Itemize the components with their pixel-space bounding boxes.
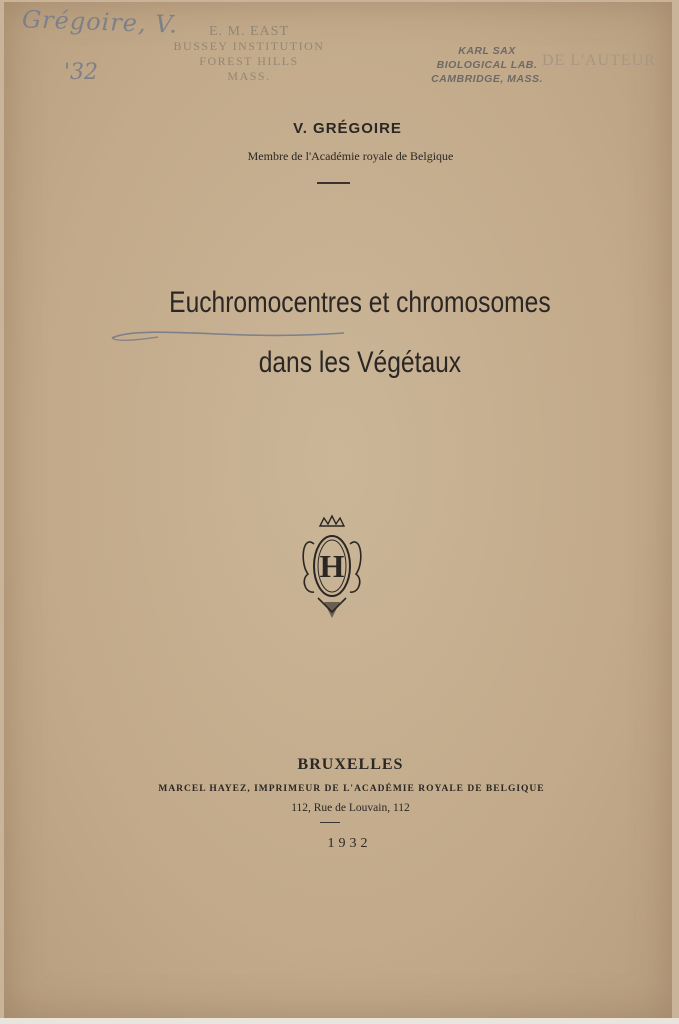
pencil-underline-icon: [108, 324, 348, 346]
stamp-east-line: MASS.: [227, 69, 271, 83]
stamp-east: [154, 24, 344, 84]
stamp-sax-line: BIOLOGICAL LAB.: [436, 59, 538, 71]
stamp-author-faint: DE L'AUTEUR: [542, 52, 656, 69]
handwritten-author-note: Grégoire, V.: [21, 5, 179, 39]
title-line-1: Euchromocentres et chromosomes: [169, 286, 551, 319]
author-affiliation: Membre de l'Académie royale de Belgique: [247, 149, 454, 163]
stamp-east-line: BUSSEY INSTITUTION: [173, 39, 325, 53]
stamp-sax-line: KARL SAX: [458, 45, 516, 57]
publisher-emblem-icon: [294, 514, 370, 620]
author-name: V. GRÉGOIRE: [293, 120, 402, 137]
title-line-2: dans les Végétaux: [258, 346, 462, 379]
stamp-sax-line: CAMBRIDGE, MASS.: [431, 73, 543, 85]
cover-page: [4, 2, 672, 1018]
stamp-sax: [422, 44, 552, 86]
publisher-printer: MARCEL HAYEZ, IMPRIMEUR DE L'ACADÉMIE ROYALE DE BELGIQUE: [158, 784, 545, 794]
emblem-letter: H: [319, 548, 345, 584]
publisher-address: 112, Rue de Louvain, 112: [291, 802, 410, 814]
publication-year: 1932: [327, 836, 372, 851]
publisher-city: BRUXELLES: [297, 756, 404, 773]
divider-rule-small: [320, 822, 340, 823]
page-edge: [0, 1018, 679, 1024]
stamp-east-line: FOREST HILLS: [199, 54, 299, 68]
handwritten-year-note: '32: [64, 60, 99, 85]
divider-rule: [317, 182, 350, 184]
stamp-east-line: E. M. EAST: [209, 24, 289, 39]
